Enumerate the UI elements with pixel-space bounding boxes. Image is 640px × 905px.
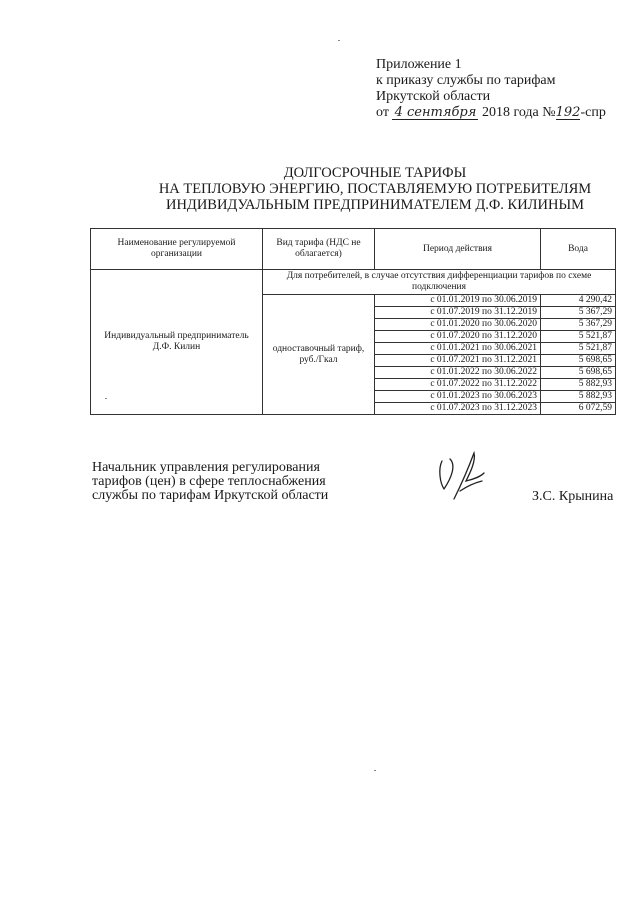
value-cell: 4 290,42 (541, 295, 616, 307)
period-cell: с 01.01.2019 по 30.06.2019 (375, 295, 541, 307)
scan-speck (105, 398, 107, 399)
period-cell: с 01.07.2019 по 31.12.2019 (375, 307, 541, 319)
scan-speck (338, 40, 340, 41)
handwritten-date: 4 сентября (392, 106, 478, 120)
tariff-table (90, 228, 616, 415)
signatory-block (92, 461, 362, 503)
scan-speck (374, 770, 376, 771)
tariff-kind-cell: одноставочный тариф, руб./Гкал (263, 295, 375, 415)
value-cell: 6 072,59 (541, 403, 616, 415)
header-organization: Наименование регулируемой организации (91, 229, 263, 270)
title-line-3: ИНДИВИДУАЛЬНЫМ ПРЕДПРИНИМАТЕЛЕМ Д.Ф. КИЛИНЫМ (165, 197, 584, 213)
period-cell: с 01.07.2020 по 31.12.2020 (375, 331, 541, 343)
value-cell: 5 521,87 (541, 343, 616, 355)
period-cell: с 01.07.2022 по 31.12.2022 (375, 379, 541, 391)
period-cell: с 01.01.2020 по 30.06.2020 (375, 319, 541, 331)
title-line-2: НА ТЕПЛОВУЮ ЭНЕРГИЮ, ПОСТАВЛЯЕМУЮ ПОТРЕБИТЕЛЯМ (158, 181, 592, 197)
date-prefix: от (376, 105, 389, 120)
appendix-date-line (376, 105, 626, 121)
header-water: Вода (541, 229, 616, 270)
appendix-line-2: к приказу службы по тарифам (376, 73, 556, 88)
handwritten-number: 192 (555, 105, 581, 120)
number-suffix: -спр (580, 105, 606, 120)
value-cell: 5 698,65 (541, 367, 616, 379)
signatory-line-3: службы по тарифам Иркутской области (92, 488, 329, 503)
table-header-row (91, 229, 616, 270)
signatory-line-1: Начальник управления регулирования (92, 460, 320, 475)
year-text: 2018 года № (481, 105, 556, 120)
organization-cell: Индивидуальный предприниматель Д.Ф. Килин (91, 270, 263, 415)
handwritten-signature (430, 447, 490, 507)
period-cell: с 01.07.2023 по 31.12.2023 (375, 403, 541, 415)
appendix-line-1: Приложение 1 (376, 57, 462, 72)
period-cell: с 01.07.2021 по 31.12.2021 (375, 355, 541, 367)
value-cell: 5 882,93 (541, 379, 616, 391)
signer-name: З.С. Крынина (532, 489, 614, 504)
period-cell: с 01.01.2022 по 30.06.2022 (375, 367, 541, 379)
period-cell: с 01.01.2021 по 30.06.2021 (375, 343, 541, 355)
title-line-1: ДОЛГОСРОЧНЫЕ ТАРИФЫ (283, 165, 467, 181)
value-cell: 5 367,29 (541, 307, 616, 319)
document-title (90, 165, 640, 213)
value-cell: 5 367,29 (541, 319, 616, 331)
value-cell: 5 882,93 (541, 391, 616, 403)
appendix-header (376, 57, 626, 121)
period-cell: с 01.01.2023 по 30.06.2023 (375, 391, 541, 403)
header-tariff-type: Вид тарифа (НДС не облагается) (263, 229, 375, 270)
value-cell: 5 698,65 (541, 355, 616, 367)
appendix-line-3: Иркутской области (376, 89, 491, 104)
table-subheader-row (91, 270, 616, 295)
signatory-line-2: тарифов (цен) в сфере теплоснабжения (92, 474, 326, 489)
header-period: Период действия (375, 229, 541, 270)
subheader-cell: Для потребителей, в случае отсутствия дифференциации тарифов по схеме подключения (263, 270, 616, 295)
value-cell: 5 521,87 (541, 331, 616, 343)
